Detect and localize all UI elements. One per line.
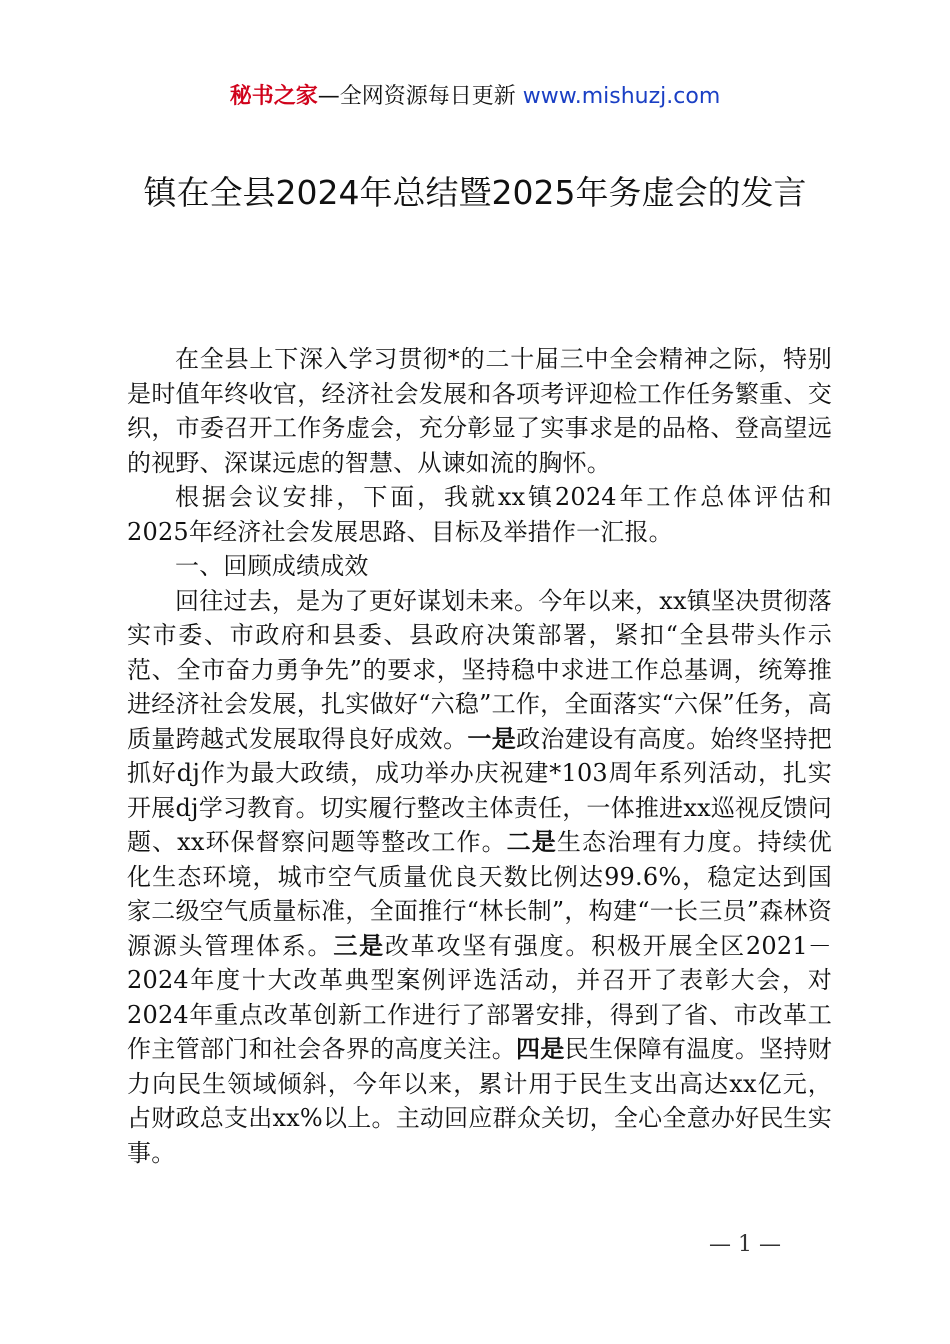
review-ecology: 生态治理有力度。持续优化生态环境，城市空气质量优良天数比例达99.6%，稳定达到国家二级空气质量标准，全面推行“林长制”，构建“一长三员”森林资源源头管理体系。 xyxy=(127,828,832,960)
keyword-fourth: 四是 xyxy=(516,1035,565,1063)
keyword-second: 二是 xyxy=(506,828,557,856)
keyword-first: 一是 xyxy=(467,724,517,753)
header-slogan: —全网资源每日更新 xyxy=(317,84,516,109)
document-title: 镇在全县2024年总结暨2025年务虚会的发言 xyxy=(143,173,807,212)
keyword-third: 三是 xyxy=(333,931,385,960)
review-reform: 改革攻坚有强度。积极开展全区2021－2024年度十大改革典型案例评选活动，并召开了表彰大会，对2024年重点改革创新工作进行了部署安排，得到了省、市改革工作主管部门和社会各界的高度关注。 xyxy=(127,931,832,1063)
section-heading: 一、回顾成绩成效 xyxy=(175,552,369,580)
review-intro: 回往过去，是为了更好谋划未来。今年以来，xx镇坚决贯彻落实市委、市政府和县委、县政府决策部署，紧扣“全县带头作示范、全市奋力勇争先”的要求，坚持稳中求进工作总基调，统筹推进经济社会发展，扎实做好“六稳”工作，全面落实“六保”任务，高质量跨越式发展取得良好成效。 xyxy=(127,586,832,753)
document-body xyxy=(127,342,832,1170)
review-livelihood: 民生保障有温度。坚持财力向民生领域倾斜，今年以来，累计用于民生支出高达xx亿元，占财政总支出xx%以上。主动回应群众关切，全心全意办好民生实事。 xyxy=(127,1035,833,1167)
site-url-link[interactable]: www.mishuzj.com xyxy=(522,84,721,109)
paragraph-agenda: 根据会议安排，下面，我就xx镇2024年工作总体评估和2025年经济社会发展思路、目标及举措作一汇报。 xyxy=(127,483,832,546)
paragraph-review xyxy=(127,584,832,1171)
review-politics: 政治建设有高度。始终坚持把抓好dj作为最大政绩，成功举办庆祝建*103周年系列活动，扎实开展dj学习教育。切实履行整改主体责任，一体推进xx巡视反馈问题、xx环保督察问题等整改工作。 xyxy=(127,724,832,856)
brand-name: 秘书之家 xyxy=(229,84,318,109)
page-number: — 1 — xyxy=(709,1232,781,1257)
paragraph-intro: 在全县上下深入学习贯彻*的二十届三中全会精神之际，特别是时值年终收官，经济社会发展和各项考评迎检工作任务繁重、交织，市委召开工作务虚会，充分彰显了实事求是的品格、登高望远的视野、深谋远虑的智慧、从谏如流的胸怀。 xyxy=(127,345,832,477)
site-header xyxy=(0,80,950,114)
